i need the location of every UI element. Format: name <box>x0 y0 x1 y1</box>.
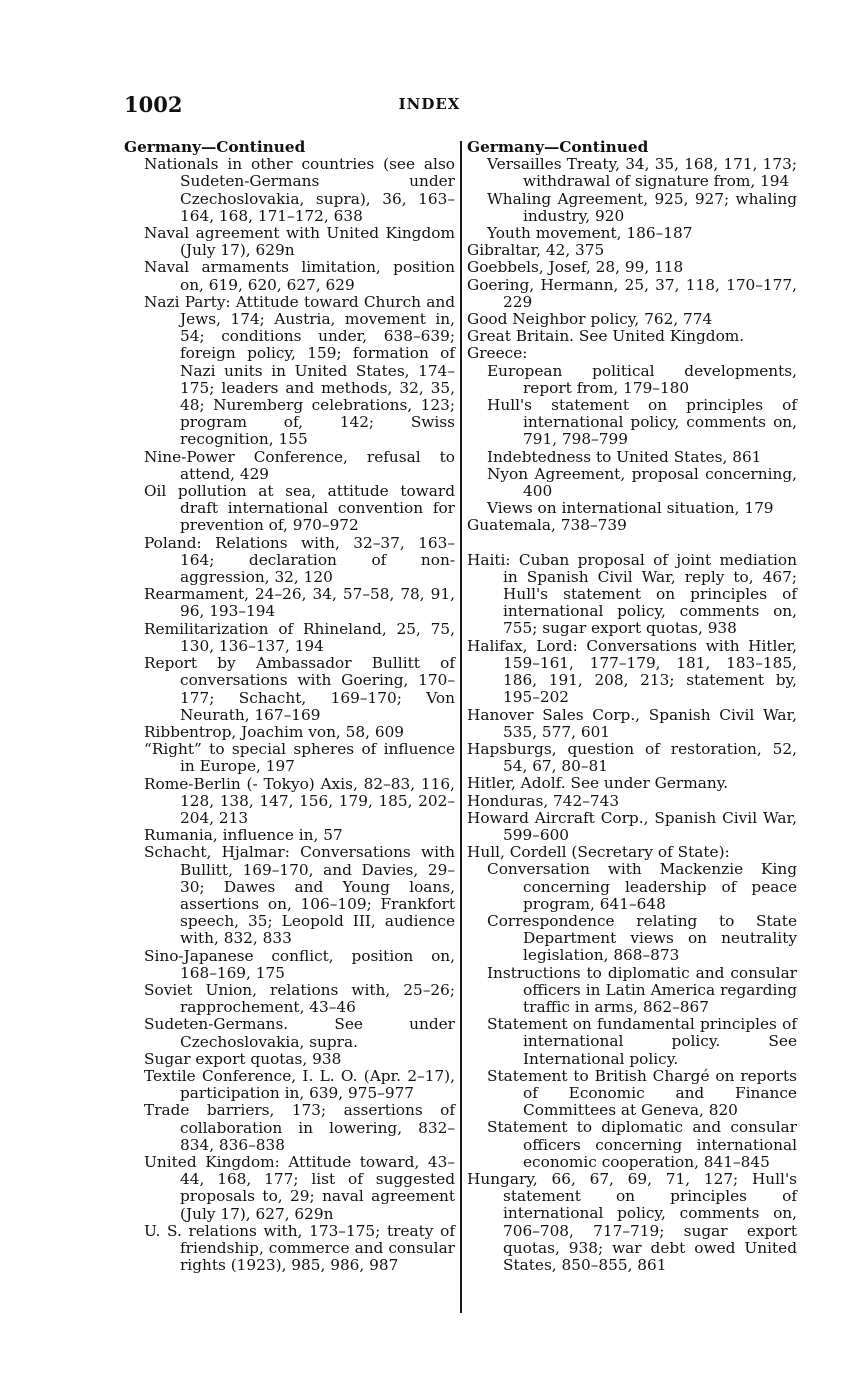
index-entry: Trade barriers, 173; assertions of collaboration in lowering, 832–834, 836–838 <box>144 1101 455 1154</box>
column-divider <box>460 141 462 1313</box>
continued-heading: Germany—Continued <box>467 138 649 156</box>
index-entry: Naval agreement with United Kingdom (July 17), 629n <box>144 224 455 260</box>
index-entry: Naval armaments limitation, position on, 619, 620, 627, 629 <box>144 258 455 294</box>
index-entry: Nationals in other countries (see also Sudeten-Germans under Czechoslovakia, supra), 36, 163–164, 168, 171–172, 638 <box>144 155 455 225</box>
index-entry: Sugar export quotas, 938 <box>144 1049 342 1068</box>
index-entry: Sino-Japanese conflict, position on, 168–169, 175 <box>144 946 455 982</box>
main-entry: Hitler, Adolf. See under Germany. <box>467 774 729 793</box>
running-head: INDEX <box>398 95 461 113</box>
main-entry: Halifax, Lord: Conversations with Hitler, 159–161, 177–179, 181, 183–185, 186, 191, 208, 213; statement by, 195–202 <box>467 636 797 707</box>
sub-entry: Statement to British Chargé on reports of Economic and Finance Committees at Geneva, 820 <box>487 1066 797 1120</box>
index-entry: Report by Ambassador Bullitt of conversations with Goering, 170–177; Schacht, 169–170; Von Neurath, 167–169 <box>144 654 455 724</box>
main-entry: Goering, Hermann, 25, 37, 118, 170–177, 229 <box>467 275 797 311</box>
index-entry: Rome-Berlin (- Tokyo) Axis, 82–83, 116, 128, 138, 147, 156, 179, 185, 202–204, 213 <box>144 774 455 827</box>
index-entry: Oil pollution at sea, attitude toward draft international convention for prevention of, 970–972 <box>144 482 455 535</box>
index-entry: Versailles Treaty, 34, 35, 168, 171, 173; withdrawal of signature from, 194 <box>487 155 797 191</box>
index-entry: Remilitarization of Rhineland, 25, 75, 130, 136–137, 194 <box>144 619 455 655</box>
index-entry: Nazi Party: Attitude toward Church and Jews, 174; Austria, movement in, 54; conditions under, 638–639; foreign policy, 159; formation of Nazi units in United States, 174–175; leaders and methods, 32, 35, 48; Nuremberg celebrations, 123; program of, 142; Swiss recognition, 155 <box>144 292 455 449</box>
sub-entry: European political developments, report from, 179–180 <box>487 361 797 397</box>
index-entry: Nine-Power Conference, refusal to attend, 429 <box>144 447 455 483</box>
index-entry: Schacht, Hjalmar: Conversations with Bullitt, 169–170, and Davies, 29–30; Dawes and Young loans, assertions on, 106–109; Frankfort speech, 35; Leopold III, audience with, 832, 833 <box>144 843 455 948</box>
sub-entry: Conversation with Mackenzie King concerning leadership of peace program, 641–648 <box>487 860 797 913</box>
main-entry: Great Britain. See United Kingdom. <box>467 327 745 346</box>
sub-entry: Statement to diplomatic and consular officers concerning international economic cooperation, 841–845 <box>487 1118 797 1171</box>
index-entry: “Right” to special spheres of influence in Europe, 197 <box>144 740 455 776</box>
main-entry: Hanover Sales Corp., Spanish Civil War, 535, 577, 601 <box>467 705 797 741</box>
index-column-left <box>124 139 455 1274</box>
index-entry: Soviet Union, relations with, 25–26; rapprochement, 43–46 <box>144 980 455 1017</box>
index-entry: Ribbentrop, Joachim von, 58, 609 <box>144 722 405 741</box>
main-entry: Gibraltar, 42, 375 <box>467 241 605 260</box>
sub-entry: Views on international situation, 179 <box>487 499 774 518</box>
main-entry: Hapsburgs, question of restoration, 52, 54, 67, 80–81 <box>467 739 797 776</box>
continued-heading: Germany—Continued <box>124 138 306 156</box>
sub-entry: Indebtedness to United States, 861 <box>487 447 762 466</box>
main-entry: Howard Aircraft Corp., Spanish Civil War, 599–600 <box>467 808 797 844</box>
sub-entry: Hull's statement on principles of international policy, comments on, 791, 798–799 <box>487 396 797 449</box>
index-entry: Youth movement, 186–187 <box>487 224 693 243</box>
main-entry-heading: Hull, Cordell (Secretary of State): <box>467 843 730 862</box>
index-entry: United Kingdom: Attitude toward, 43–44, 168, 177; list of suggested proposals to, 29; naval agreement (July 17), 627, 629n <box>144 1152 455 1223</box>
index-column-right <box>467 139 797 1274</box>
page-number: 1002 <box>124 92 183 117</box>
index-entry: Poland: Relations with, 32–37, 163–164; declaration of non-aggression, 32, 120 <box>144 533 455 587</box>
sub-entry: Instructions to diplomatic and consular officers in Latin America regarding traffic in arms, 862–867 <box>487 963 797 1016</box>
main-entry-heading: Greece: <box>467 344 528 363</box>
main-entry: Guatemala, 738–739 <box>467 516 627 535</box>
main-entry: Goebbels, Josef, 28, 99, 118 <box>467 258 684 277</box>
index-entry: Sudeten-Germans. See under Czechoslovakia, supra. <box>144 1015 455 1051</box>
index-entry: Rearmament, 24–26, 34, 57–58, 78, 91, 96, 193–194 <box>144 585 455 621</box>
main-entry: Honduras, 742–743 <box>467 791 620 810</box>
main-entry: Haiti: Cuban proposal of joint mediation in Spanish Civil War, reply to, 467; Hull's statement on principles of international policy, comments on, 755; sugar export quotas, 938 <box>467 550 797 638</box>
sub-entry: Correspondence relating to State Department views on neutrality legislation, 868–873 <box>487 911 797 965</box>
index-entry: Rumania, influence in, 57 <box>144 826 343 845</box>
index-entry: Whaling Agreement, 925, 927; whaling industry, 920 <box>487 189 797 225</box>
sub-entry: Nyon Agreement, proposal concerning, 400 <box>487 464 797 501</box>
index-entry: U. S. relations with, 173–175; treaty of friendship, commerce and consular rights (1923), 985, 986, 987 <box>144 1221 455 1275</box>
main-entry: Good Neighbor policy, 762, 774 <box>467 310 713 329</box>
index-entry: Textile Conference, I. L. O. (Apr. 2–17), participation in, 639, 975–977 <box>144 1066 455 1103</box>
main-entry: Hungary, 66, 67, 69, 71, 127; Hull's statement on principles of international policy, comments on, 706–708, 717–719; sugar export quotas, 938; war debt owed United States, 850–855, 861 <box>467 1169 797 1274</box>
sub-entry: Statement on fundamental principles of international policy. See International policy. <box>487 1015 797 1068</box>
